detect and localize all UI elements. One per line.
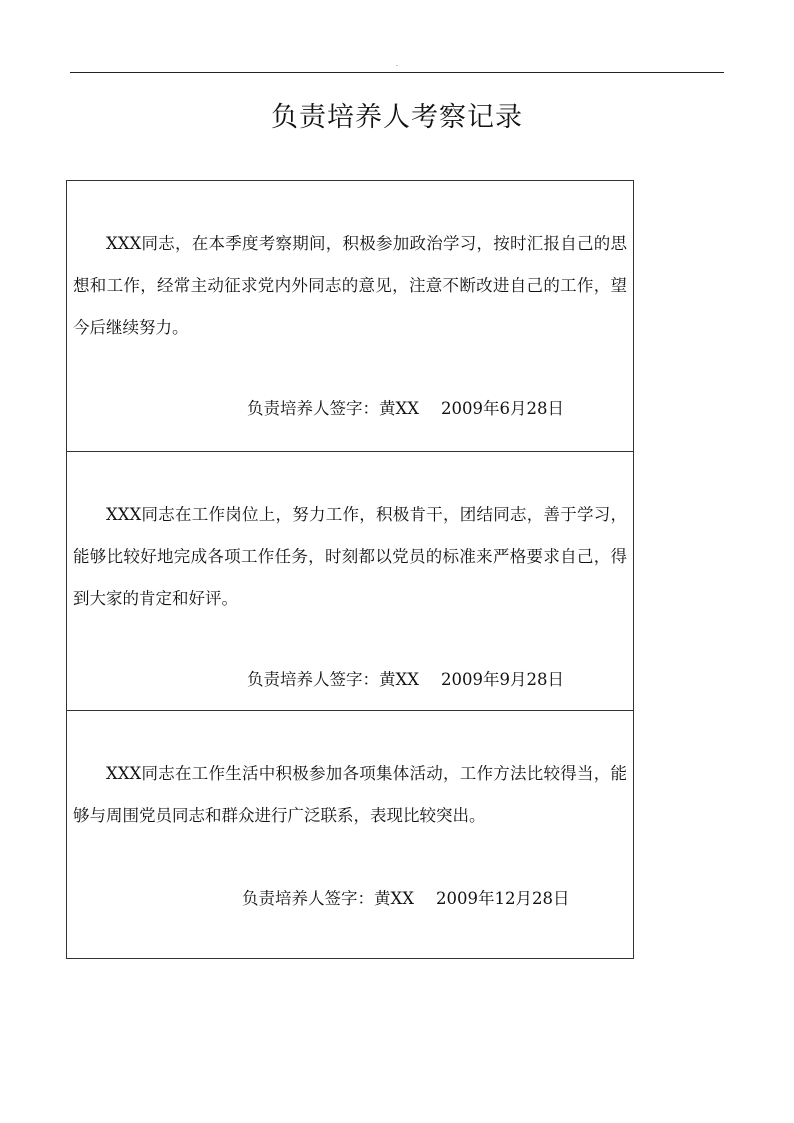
signature-date: 2009年12月28日	[436, 889, 570, 908]
header-mark: .	[396, 61, 398, 68]
signer-name: 黄XX	[379, 670, 419, 689]
signature-line	[247, 668, 564, 692]
record-text: XXX同志在工作生活中积极参加各项集体活动，工作方法比较得当，能够与周围党员同志和群众进行广泛联系，表现比较突出。	[73, 764, 627, 825]
record-text: XXX同志在工作岗位上，努力工作，积极肯干，团结同志，善于学习，能够比较好地完成各项工作任务，时刻都以党员的标准来严格要求自己，得到大家的肯定和好评。	[73, 505, 627, 608]
header-rule	[70, 72, 724, 73]
record-cell-q3	[67, 451, 633, 710]
signer-name: 黄XX	[374, 889, 414, 908]
signature-label: 负责培养人签字：	[242, 889, 374, 908]
record-text: XXX同志，在本季度考察期间，积极参加政治学习，按时汇报自己的思想和工作，经常主动征求党内外同志的意见，注意不断改进自己的工作，望今后继续努力。	[73, 234, 627, 337]
record-cell-q4	[67, 710, 633, 958]
signature-line	[242, 887, 569, 911]
signature-line	[247, 397, 564, 421]
signer-name: 黄XX	[379, 399, 419, 418]
signature-label: 负责培养人签字：	[247, 399, 379, 418]
signature-date: 2009年9月28日	[441, 670, 564, 689]
page-title: 负责培养人考察记录	[271, 102, 523, 133]
signature-label: 负责培养人签字：	[247, 670, 379, 689]
signature-date: 2009年6月28日	[441, 399, 564, 418]
record-cell-q2	[67, 181, 633, 451]
record-table	[66, 180, 634, 959]
